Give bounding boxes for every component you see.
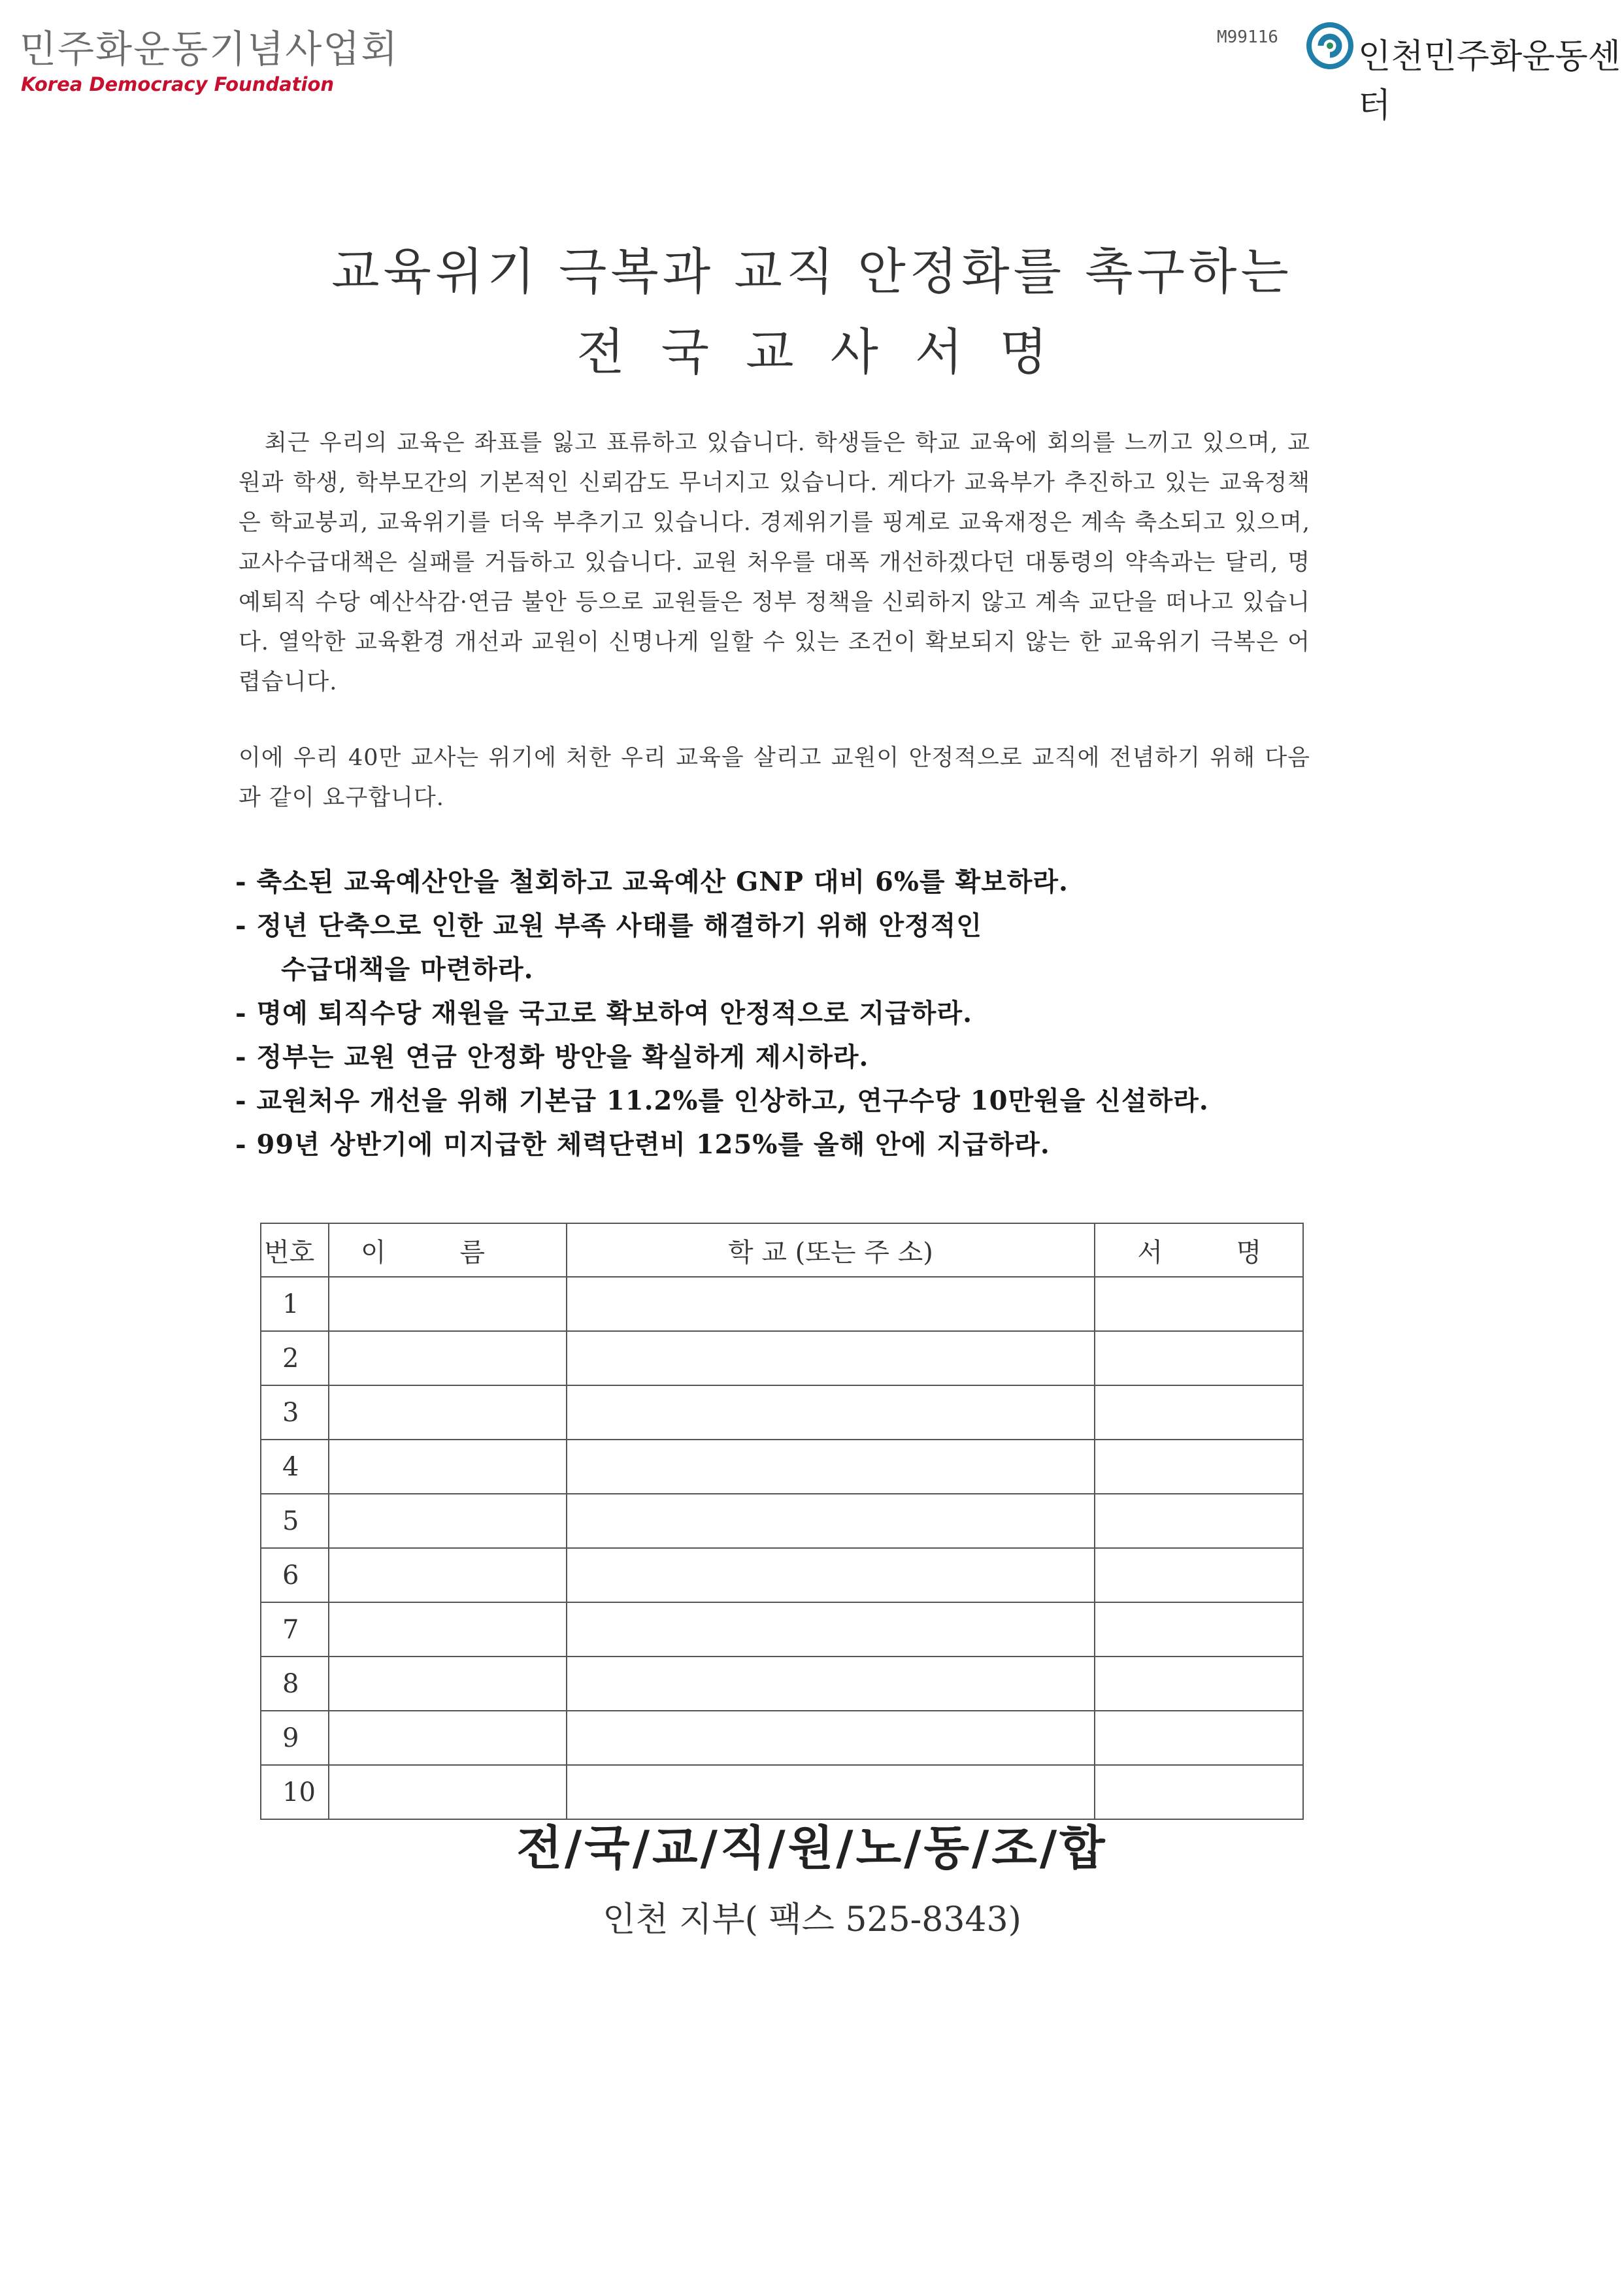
- row-number: 4: [261, 1440, 329, 1494]
- signature-cell[interactable]: [1095, 1277, 1303, 1331]
- school-cell[interactable]: [567, 1440, 1095, 1494]
- name-cell[interactable]: [329, 1277, 567, 1331]
- school-cell[interactable]: [567, 1548, 1095, 1602]
- demand-item: [235, 1035, 1385, 1079]
- school-cell[interactable]: [567, 1602, 1095, 1657]
- demand-text: - 명예 퇴직수당 재원을 국고로 확보하여 안정적으로 지급하라.: [235, 998, 973, 1029]
- signature-cell[interactable]: [1095, 1548, 1303, 1602]
- signature-table: [260, 1223, 1304, 1820]
- column-header-number: 번호: [261, 1223, 329, 1277]
- school-cell[interactable]: [567, 1331, 1095, 1385]
- row-number: 8: [261, 1657, 329, 1711]
- branch-contact: 인천 지부( 팩스 525-8343): [603, 1900, 1021, 1939]
- name-cell[interactable]: [329, 1385, 567, 1440]
- signature-cell[interactable]: [1095, 1494, 1303, 1548]
- center-name: 인천민주화운동센터: [1358, 37, 1621, 125]
- demand-text-continued: 수급대책을 마련하라.: [281, 954, 534, 985]
- school-cell[interactable]: [567, 1385, 1095, 1440]
- table-row: [261, 1602, 1303, 1657]
- school-cell[interactable]: [567, 1657, 1095, 1711]
- name-cell[interactable]: [329, 1602, 567, 1657]
- signature-cell[interactable]: [1095, 1331, 1303, 1385]
- demand-item: [235, 1123, 1385, 1166]
- row-number: 9: [261, 1711, 329, 1765]
- union-name: 전/국/교/직/원/노/동/조/합: [516, 1820, 1108, 1875]
- name-cell[interactable]: [329, 1494, 567, 1548]
- intro-paragraph: 최근 우리의 교육은 좌표를 잃고 표류하고 있습니다. 학생들은 학교 교육에 회의를 느끼고 있으며, 교원과 학생, 학부모간의 기본적인 신뢰감도 무너지고 있습니다. 게다가 교육부가 추진하고 있는 교육정책은 학교붕괴, 교육위기를 더욱 부추기고 있습니다. 경제위기를 핑계로 교육재정은 계속 축소되고 있으며, 교사수급대책은 실패를 거듭하고 있습니다. 교원 처우를 대폭 개선하겠다던 대통령의 약속과는 달리, 명예퇴직 수당 예산삭감·연금 불안 등으로 교원들은 정부 정책을 신뢰하지 않고 계속 교단을 떠나고 있습니다. 열악한 교육환경 개선과 교원이 신명나게 일할 수 있는 조건이 확보되지 않는 한 교육위기 극복은 어렵습니다.: [239, 430, 1310, 695]
- demand-item: [235, 904, 1385, 991]
- demand-text: - 99년 상반기에 미지급한 체력단련비 125%를 올해 안에 지급하라.: [235, 1129, 1050, 1160]
- row-number: 3: [261, 1385, 329, 1440]
- signature-cell[interactable]: [1095, 1602, 1303, 1657]
- name-cell[interactable]: [329, 1440, 567, 1494]
- demand-item: [235, 1079, 1385, 1123]
- foundation-logo-english: Korea Democracy Foundation: [21, 73, 335, 95]
- document-id: M99116: [1217, 27, 1278, 47]
- column-header-school: 학 교 (또는 주 소): [567, 1223, 1095, 1277]
- name-cell[interactable]: [329, 1657, 567, 1711]
- demand-intro-paragraph: 이에 우리 40만 교사는 위기에 처한 우리 교육을 살리고 교원이 안정적으로 교직에 전념하기 위해 다음과 같이 요구합니다.: [239, 745, 1310, 811]
- column-header-signature: 서 명: [1095, 1223, 1303, 1277]
- table-header-row: [261, 1223, 1303, 1277]
- table-row: [261, 1548, 1303, 1602]
- incheon-center-logo-icon: [1304, 20, 1356, 72]
- demands-list: [235, 860, 1385, 1166]
- school-cell[interactable]: [567, 1277, 1095, 1331]
- table-row: [261, 1277, 1303, 1331]
- row-number: 7: [261, 1602, 329, 1657]
- demand-item: [235, 860, 1385, 904]
- name-cell[interactable]: [329, 1548, 567, 1602]
- table-row: [261, 1494, 1303, 1548]
- row-number: 2: [261, 1331, 329, 1385]
- signature-cell[interactable]: [1095, 1440, 1303, 1494]
- demand-text: - 정부는 교원 연금 안정화 방안을 확실하게 제시하라.: [235, 1042, 869, 1072]
- page-title: 교육위기 극복과 교직 안정화를 촉구하는: [331, 242, 1293, 301]
- demand-text: - 교원처우 개선을 위해 기본급 11.2%를 인상하고, 연구수당 10만원을 신설하라.: [235, 1085, 1209, 1116]
- school-cell[interactable]: [567, 1711, 1095, 1765]
- demand-text: - 정년 단축으로 인한 교원 부족 사태를 해결하기 위해 안정적인: [235, 910, 982, 941]
- name-cell[interactable]: [329, 1711, 567, 1765]
- table-row: [261, 1711, 1303, 1765]
- table-row: [261, 1385, 1303, 1440]
- school-cell[interactable]: [567, 1494, 1095, 1548]
- column-header-name: 이 름: [329, 1223, 567, 1277]
- foundation-logo-korean: 민주화운동기념사업회: [20, 27, 399, 71]
- demand-text: - 축소된 교육예산안을 철회하고 교육예산 GNP 대비 6%를 확보하라.: [235, 866, 1069, 897]
- row-number: 10: [261, 1765, 329, 1819]
- demand-item: [235, 991, 1385, 1035]
- signature-cell[interactable]: [1095, 1385, 1303, 1440]
- signature-cell[interactable]: [1095, 1657, 1303, 1711]
- name-cell[interactable]: [329, 1331, 567, 1385]
- table-row: [261, 1657, 1303, 1711]
- table-row: [261, 1440, 1303, 1494]
- row-number: 5: [261, 1494, 329, 1548]
- signature-cell[interactable]: [1095, 1711, 1303, 1765]
- row-number: 1: [261, 1277, 329, 1331]
- page-subtitle: 전국교사서명: [576, 323, 1084, 381]
- row-number: 6: [261, 1548, 329, 1602]
- table-row: [261, 1331, 1303, 1385]
